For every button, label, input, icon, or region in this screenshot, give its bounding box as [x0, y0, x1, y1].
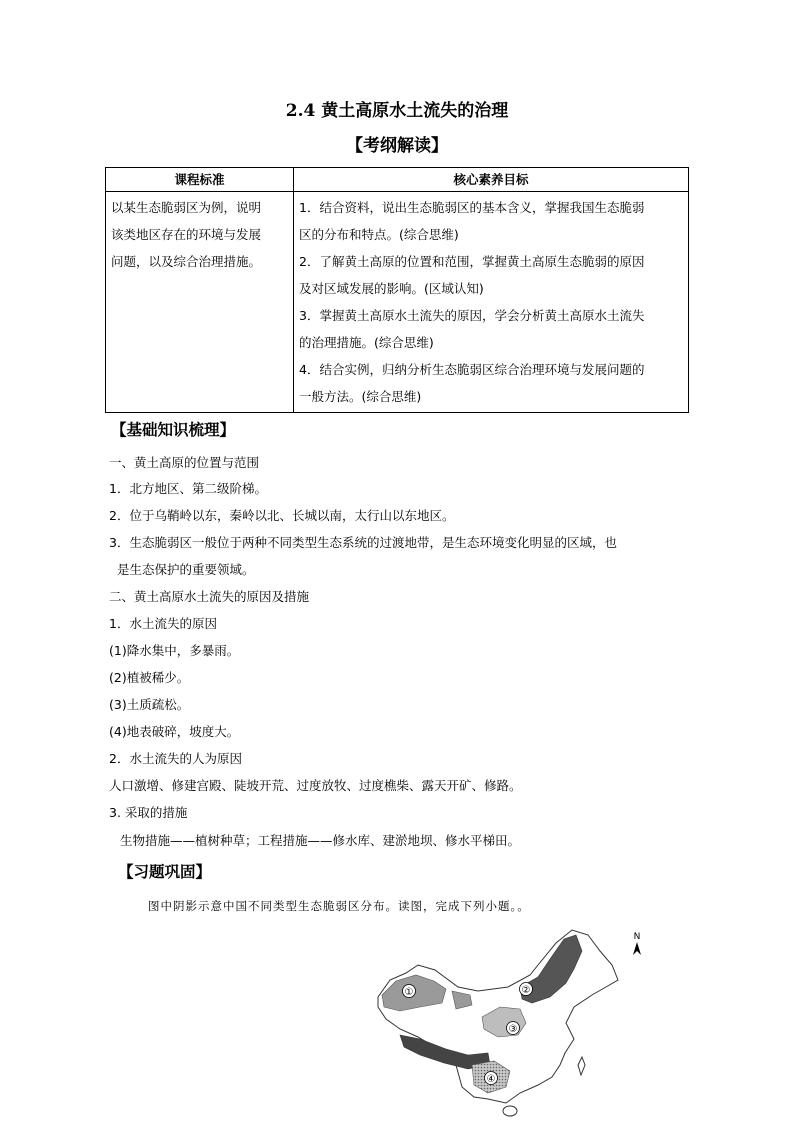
knowledge-line: 一、黄土高原的位置与范围 [109, 455, 260, 470]
goal-line: 4．结合实例，归纳分析生态脆弱区综合治理环境与发展问题的 [299, 362, 645, 377]
goal-line: 的治理措施。(综合思维) [299, 335, 434, 350]
china-ecology-map [360, 925, 660, 1123]
section-heading-knowledge: 【基础知识梳理】 [111, 421, 236, 439]
standards-table [105, 167, 689, 413]
course-standard-line: 问题，以及综合治理措施。 [111, 254, 262, 269]
knowledge-line: 生物措施——植树种草；工程措施——修水库、建淤地坝、修水平梯田。 [120, 833, 521, 848]
knowledge-line: 人口激增、修建宫殿、陡坡开荒、过度放牧、过度樵柴、露天开矿、修路。 [109, 778, 522, 793]
goal-line: 及对区域发展的影响。(区域认知) [299, 281, 484, 296]
north-arrow-icon [633, 942, 641, 955]
header-course-standard: 课程标准 [106, 168, 294, 192]
map-marker-2: ② [521, 985, 531, 996]
knowledge-line: (1)降水集中，多暴雨。 [109, 643, 240, 658]
course-standard-line: 该类地区存在的环境与发展 [111, 227, 262, 242]
north-arrow-label: N [633, 932, 641, 942]
knowledge-line: (2)植被稀少。 [109, 670, 190, 685]
knowledge-line: (4)地表破碎，坡度大。 [109, 724, 240, 739]
course-standard-cell [106, 192, 294, 413]
section-heading-exercise: 【习题巩固】 [118, 863, 212, 881]
knowledge-line: 3. 采取的措施 [109, 805, 188, 820]
knowledge-line: 3．生态脆弱区一般位于两种不同类型生态系统的过渡地带，是生态环境变化明显的区域，也 [109, 535, 617, 550]
knowledge-line: 二、黄土高原水土流失的原因及措施 [109, 589, 310, 604]
map-marker-1: ① [404, 987, 414, 998]
header-core-goals: 核心素养目标 [294, 168, 689, 192]
page-title: 2.4 黄土高原水土流失的治理 [285, 101, 509, 121]
knowledge-line: (3)土质疏松。 [109, 697, 190, 712]
hainan-outline [503, 1106, 517, 1116]
core-goals-cell [294, 192, 689, 413]
figure-caption: 图中阴影示意中国不同类型生态脆弱区分布。读图，完成下列小题。。 [148, 899, 530, 913]
knowledge-line: 1．水土流失的原因 [109, 616, 217, 631]
goal-line: 1．结合资料，说出生态脆弱区的基本含义，掌握我国生态脆弱 [299, 200, 645, 215]
goal-line: 3．掌握黄土高原水土流失的原因，学会分析黄土高原水土流失 [299, 308, 645, 323]
knowledge-line: 是生态保护的重要领域。 [117, 562, 255, 577]
knowledge-line: 2．位于乌鞘岭以东，秦岭以北、长城以南，太行山以东地区。 [109, 508, 455, 523]
course-standard-line: 以某生态脆弱区为例，说明 [111, 200, 262, 215]
knowledge-line: 2．水土流失的人为原因 [109, 751, 242, 766]
knowledge-line: 1．北方地区、第二级阶梯。 [109, 481, 267, 496]
goal-line: 一般方法。(综合思维) [299, 389, 422, 404]
goal-line: 区的分布和特点。(综合思维) [299, 227, 459, 242]
map-marker-3: ③ [508, 1024, 518, 1035]
map-marker-4: ④ [486, 1074, 496, 1085]
section-heading-syllabus: 【考纲解读】 [346, 136, 448, 156]
taiwan-outline [578, 1057, 585, 1075]
goal-line: 2．了解黄土高原的位置和范围，掌握黄土高原生态脆弱的原因 [299, 254, 645, 269]
